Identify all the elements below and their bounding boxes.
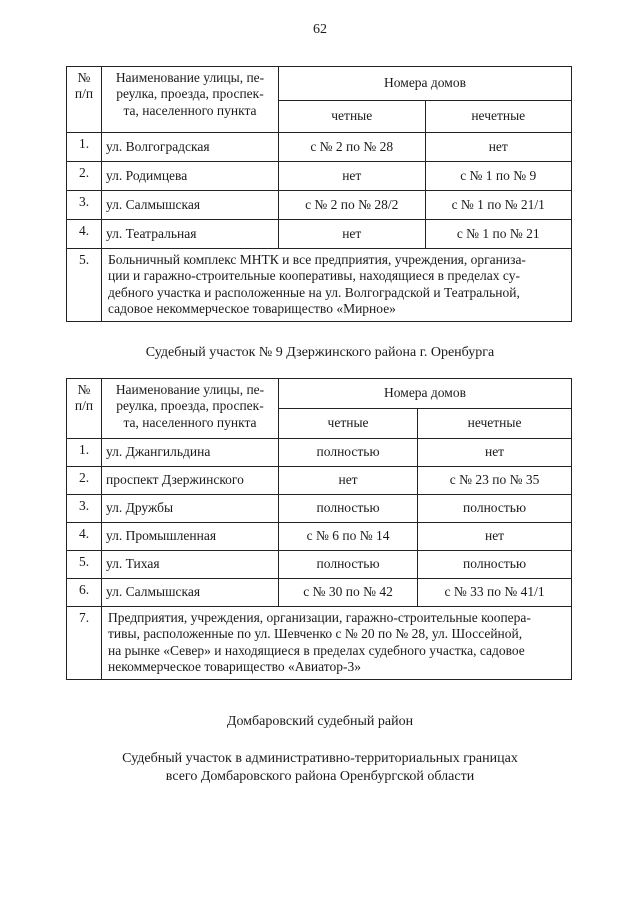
section-title-dombarovsky — [0, 750, 640, 786]
header-street-name — [102, 67, 279, 133]
row-even: с № 2 по № 28/2 — [279, 191, 426, 220]
table-row — [67, 579, 572, 607]
row-odd: нет — [418, 439, 572, 467]
header-name-line: реулка, проезда, проспек- — [116, 398, 264, 414]
row-even: с № 30 по № 42 — [279, 579, 418, 607]
row-odd: полностью — [418, 551, 572, 579]
row-num: 2. — [67, 162, 102, 191]
row-num: 6. — [67, 579, 102, 607]
header-even: четные — [279, 101, 426, 133]
note-line: садовое некоммерческое товарищество «Мирное» — [108, 301, 396, 317]
row-even: нет — [279, 467, 418, 495]
header-name-line: Наименование улицы, пе- — [115, 382, 265, 397]
row-num: 4. — [67, 220, 102, 249]
note-line: на рынке «Север» и находящиеся в пределах судебного участка, садовое — [108, 642, 525, 658]
header-num — [67, 379, 102, 439]
row-street: проспект Дзержинского — [102, 467, 279, 495]
table-row — [67, 191, 572, 220]
table-row — [67, 133, 572, 162]
district-title: Домбаровский судебный район — [226, 714, 414, 729]
row-street: ул. Родимцева — [102, 162, 279, 191]
header-num-line: п/п — [74, 398, 94, 414]
row-num: 4. — [67, 523, 102, 551]
row-street: ул. Тихая — [102, 551, 279, 579]
row-even: полностью — [279, 551, 418, 579]
header-house-numbers: Номера домов — [279, 67, 572, 101]
table-row — [67, 162, 572, 191]
row-street: ул. Салмышская — [102, 191, 279, 220]
row-odd: с № 1 по № 9 — [425, 162, 572, 191]
header-num-line: № — [77, 70, 91, 85]
table-row — [67, 551, 572, 579]
addresses-table-2 — [66, 378, 572, 680]
note-line: дебного участка и расположенные на ул. Волгоградской и Театральной, — [108, 284, 520, 300]
section-title-line: Судебный участок в административно-территориальных границах — [122, 751, 518, 766]
note-line: Предприятия, учреждения, организации, гаражно-строительные коопера- — [108, 610, 531, 625]
row-num: 5. — [67, 551, 102, 579]
table-note-row — [67, 249, 572, 322]
header-num-line: п/п — [74, 86, 94, 102]
row-num: 1. — [67, 439, 102, 467]
table-row — [67, 523, 572, 551]
note-line: некоммерческое товарищество «Авиатор-3» — [108, 659, 361, 675]
page-number: 62 — [313, 22, 327, 37]
row-street: ул. Салмышская — [102, 579, 279, 607]
section-title-line: всего Домбаровского района Оренбургской области — [165, 769, 475, 785]
row-even: полностью — [279, 439, 418, 467]
row-street: ул. Промышленная — [102, 523, 279, 551]
row-odd: с № 1 по № 21 — [425, 220, 572, 249]
addresses-table-1 — [66, 66, 572, 322]
row-street: ул. Театральная — [102, 220, 279, 249]
row-num: 1. — [67, 133, 102, 162]
row-odd: с № 33 по № 41/1 — [418, 579, 572, 607]
note-line: тивы, расположенные по ул. Шевченко с № 20 по № 28, ул. Шоссейной, — [108, 626, 523, 642]
row-num: 7. — [67, 607, 102, 680]
header-street-name — [102, 379, 279, 439]
header-name-line: та, населенного пункта — [123, 102, 257, 118]
row-street: ул. Джангильдина — [102, 439, 279, 467]
row-odd: с № 23 по № 35 — [418, 467, 572, 495]
row-even: с № 2 по № 28 — [279, 133, 426, 162]
table-row — [67, 220, 572, 249]
table-row — [67, 439, 572, 467]
note-line: ции и гаражно-строительные кооперативы, находящиеся в пределах су- — [108, 268, 520, 284]
header-odd: нечетные — [425, 101, 572, 133]
header-num — [67, 67, 102, 133]
note-text — [102, 607, 572, 680]
row-street: ул. Дружбы — [102, 495, 279, 523]
header-name-line: та, населенного пункта — [123, 414, 257, 430]
row-num: 3. — [67, 495, 102, 523]
section-title-plot-9: Судебный участок № 9 Дзержинского района г. Оренбурга — [145, 345, 495, 360]
header-even: четные — [279, 409, 418, 439]
table-row — [67, 495, 572, 523]
header-name-line: Наименование улицы, пе- — [115, 70, 265, 85]
header-num-line: № — [77, 382, 91, 397]
row-even: нет — [279, 162, 426, 191]
row-even: с № 6 по № 14 — [279, 523, 418, 551]
row-num: 5. — [67, 249, 102, 322]
row-num: 2. — [67, 467, 102, 495]
row-num: 3. — [67, 191, 102, 220]
note-text — [102, 249, 572, 322]
header-odd: нечетные — [418, 409, 572, 439]
row-even: полностью — [279, 495, 418, 523]
header-name-line: реулка, проезда, проспек- — [116, 86, 264, 102]
row-odd: полностью — [418, 495, 572, 523]
header-house-numbers: Номера домов — [279, 379, 572, 409]
table-row — [67, 467, 572, 495]
note-line: Больничный комплекс МНТК и все предприятия, учреждения, организа- — [108, 252, 526, 267]
row-odd: с № 1 по № 21/1 — [425, 191, 572, 220]
row-odd: нет — [425, 133, 572, 162]
row-street: ул. Волгоградская — [102, 133, 279, 162]
table-note-row — [67, 607, 572, 680]
row-odd: нет — [418, 523, 572, 551]
row-even: нет — [279, 220, 426, 249]
